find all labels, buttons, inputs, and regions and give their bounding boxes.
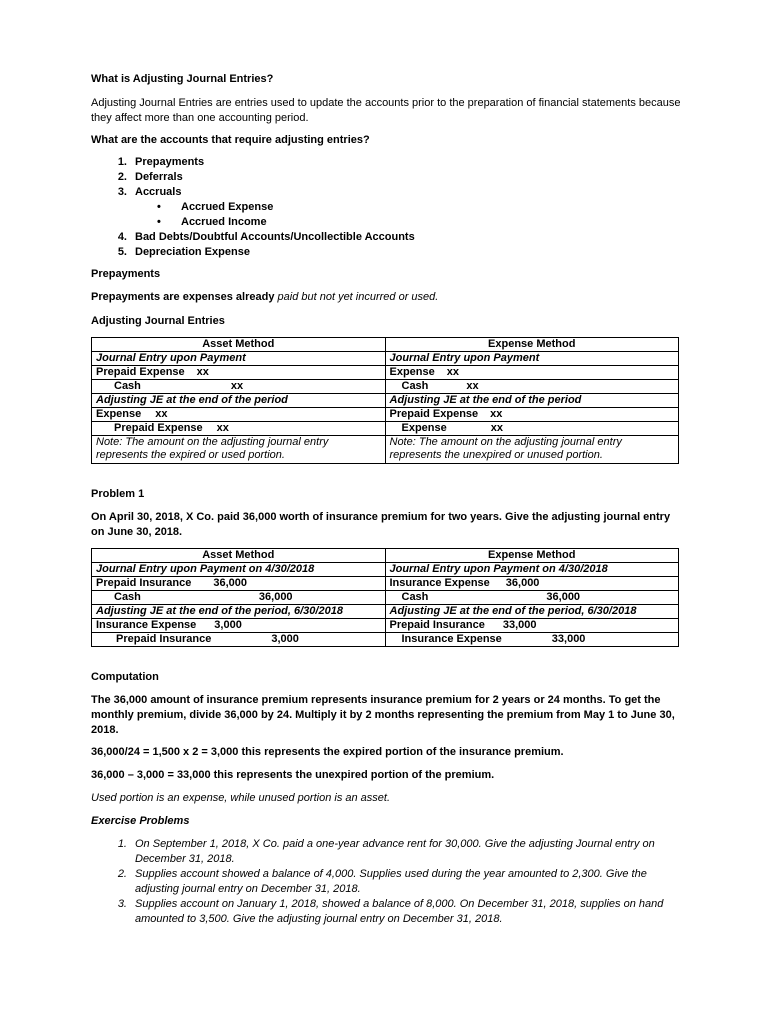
exercise-heading: Exercise Problems [91, 815, 190, 827]
table-row [92, 436, 679, 464]
problem-1-text: On April 30, 2018, X Co. paid 36,000 worth of insurance premium for two years. Give the adjusting journal entry on June 30, 2018. [91, 511, 671, 538]
computation-heading: Computation [91, 671, 159, 683]
expense-note: Note: The amount on the adjusting journal entry represents the unexpired or unused portion. [385, 436, 679, 464]
list-item: 3. Accruals [117, 186, 182, 198]
prepayments-journal-table [91, 337, 679, 464]
table-row: Prepaid Expense xx Expense xx [92, 422, 679, 436]
exercise-list [91, 837, 681, 927]
table-row: Prepaid Insurance 36,000 Insurance Expense 36,000 [92, 577, 679, 591]
table-row: Asset Method Expense Method [92, 549, 679, 563]
table-row: Adjusting JE at the end of the period, 6/30/2018 Adjusting JE at the end of the period, 6/30/2018 [92, 605, 679, 619]
prepayments-definition: Prepayments are expenses already paid but not yet incurred or used. [91, 291, 439, 303]
table-row [92, 338, 679, 352]
problem-1-heading: Problem 1 [91, 488, 145, 500]
table-row: Journal Entry upon Payment on 4/30/2018 Journal Entry upon Payment on 4/30/2018 [92, 563, 679, 577]
list-item: 2. Deferrals [117, 171, 183, 183]
table-row: Journal Entry upon Payment Journal Entry upon Payment [92, 352, 679, 366]
computation-note: Used portion is an expense, while unused portion is an asset. [91, 792, 391, 804]
list-item: 5. Depreciation Expense [117, 246, 250, 258]
asset-method-header: Asset Method [92, 338, 386, 352]
question-heading-2: What are the accounts that require adjusting entries? [91, 134, 370, 146]
list-item: 1. On September 1, 2018, X Co. paid a one-year advance rent for 30,000. Give the adjusting Journal entry on December 31, 2018. [117, 838, 655, 865]
computation-expired: 36,000/24 = 1,500 x 2 = 3,000 this represents the expired portion of the insurance premium. [91, 746, 564, 758]
computation-paragraph: The 36,000 amount of insurance premium represents insurance premium for 2 years or 24 months. To get the monthly premium, divide 36,000 by 24. Multiply it by 2 months representing the premium from May 1 to June 30, 2018. [91, 694, 675, 736]
list-item: 4. Bad Debts/Doubtful Accounts/Uncollectible Accounts [117, 231, 415, 243]
list-item: 2. Supplies account showed a balance of 4,000. Supplies used during the year amounted to 2,300. Give the adjusting journal entry on December 31, 2018. [117, 868, 647, 895]
accounts-list [91, 155, 681, 260]
problem-1-table [91, 548, 679, 647]
aje-heading: Adjusting Journal Entries [91, 315, 225, 327]
bullet-item: • Accrued Expense [157, 201, 274, 213]
table-row: Insurance Expense 3,000 Prepaid Insurance 33,000 [92, 619, 679, 633]
table-row: Adjusting JE at the end of the period Adjusting JE at the end of the period [92, 394, 679, 408]
list-item: 1. Prepayments [117, 156, 205, 168]
prepayments-heading: Prepayments [91, 268, 161, 280]
question-heading-1: What is Adjusting Journal Entries? [91, 73, 274, 85]
table-row: Cash 36,000 Cash 36,000 [92, 591, 679, 605]
table-row: Cash xx Cash xx [92, 380, 679, 394]
table-row: Prepaid Expense xx Expense xx [92, 366, 679, 380]
expense-method-header: Expense Method [385, 338, 679, 352]
bullet-item: • Accrued Income [157, 216, 267, 228]
table-row: Expense xx Prepaid Expense xx [92, 408, 679, 422]
definition-paragraph: Adjusting Journal Entries are entries used to update the accounts prior to the preparation of financial statements because they affect more than one accounting period. [91, 97, 681, 124]
asset-note: Note: The amount on the adjusting journal entry represents the expired or used portion. [92, 436, 386, 464]
computation-unexpired: 36,000 – 3,000 = 33,000 this represents the unexpired portion of the premium. [91, 769, 495, 781]
table-row: Prepaid Insurance 3,000 Insurance Expense 33,000 [92, 633, 679, 647]
list-item: 3. Supplies account on January 1, 2018, showed a balance of 8,000. On December 31, 2018, supplies on hand amounted to 3,500. Give the adjusting journal entry on December 31, 2018. [117, 898, 664, 925]
